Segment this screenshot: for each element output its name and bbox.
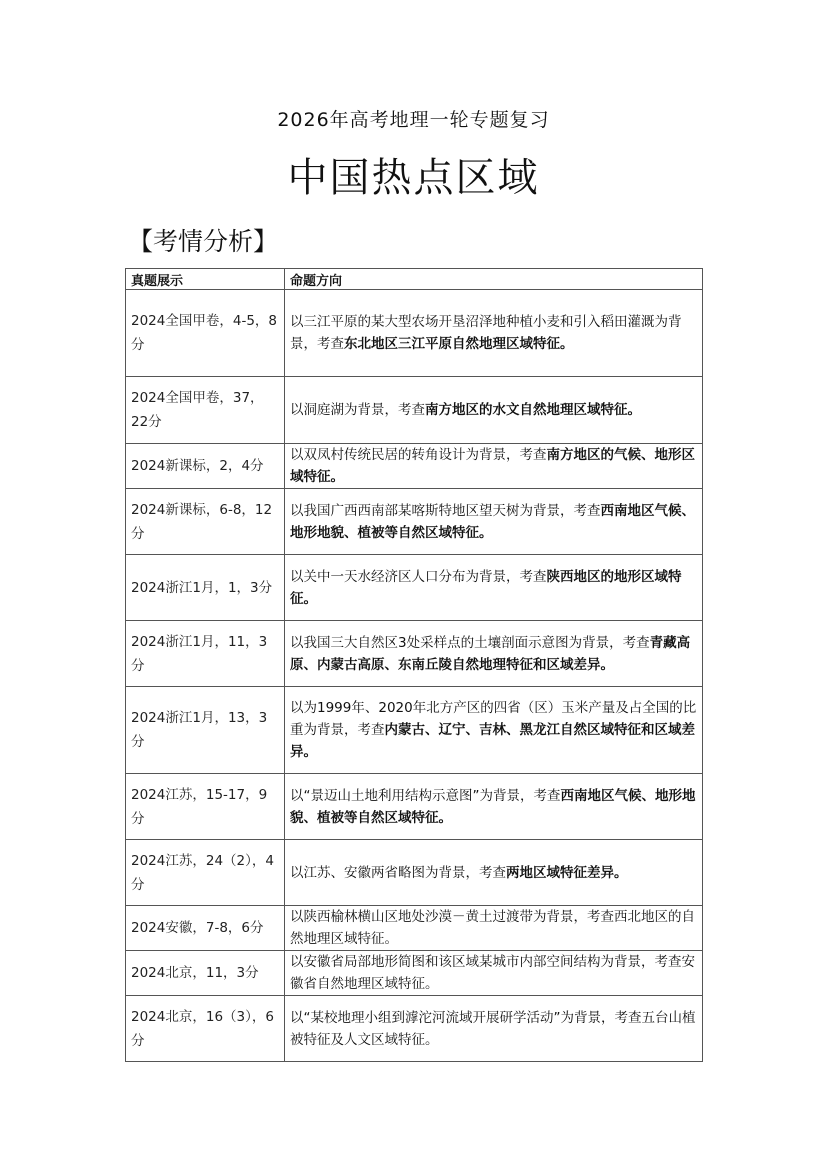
table-row — [126, 377, 703, 444]
direction-text: 以三江平原的某大型农场开垦沼泽地种植小麦和引入稻田灌溉为背景，考查 — [290, 314, 682, 352]
row-source: 2024江苏，15-17，9分 — [126, 774, 285, 840]
row-source: 2024浙江1月，1，3分 — [126, 555, 285, 621]
row-direction — [285, 621, 703, 687]
row-direction — [285, 687, 703, 774]
table-row — [126, 996, 703, 1062]
row-source: 2024全国甲卷，4-5，8分 — [126, 290, 285, 377]
table-row — [126, 840, 703, 906]
document-title: 中国热点区域 — [287, 155, 540, 201]
row-source: 2024浙江1月，13，3分 — [126, 687, 285, 774]
direction-emphasis: 陕西地区的地形区域特征。 — [290, 568, 682, 607]
direction-text: 以为1999年、2020年北方产区的四省（区）玉米产量及占全国的比重为背景，考查 — [290, 700, 697, 738]
direction-emphasis: 西南地区气候、地形地貌、植被等自然区域特征。 — [290, 787, 696, 826]
table-row — [126, 444, 703, 489]
row-source: 2024新课标，2，4分 — [126, 444, 285, 489]
direction-text: 以洞庭湖为背景，考查 — [290, 402, 425, 418]
direction-text: 以陕西榆林横山区地处沙漠－黄土过渡带为背景，考查西北地区的自然地理区域特征。 — [290, 909, 695, 947]
row-direction — [285, 951, 703, 996]
table-row — [126, 687, 703, 774]
direction-text: 以我国广西西南部某喀斯特地区望天树为背景，考查 — [290, 502, 601, 519]
direction-text: 以“景迈山土地利用结构示意图”为背景，考查 — [290, 787, 561, 804]
table-row — [126, 906, 703, 951]
row-direction — [285, 906, 703, 951]
direction-text: 以江苏、安徽两省略图为背景，考查 — [290, 864, 506, 881]
table-row — [126, 621, 703, 687]
row-direction — [285, 840, 703, 906]
row-source: 2024安徽，7-8，6分 — [126, 906, 285, 951]
row-source: 2024新课标，6-8，12分 — [126, 489, 285, 555]
section-heading: 【考情分析】 — [128, 227, 279, 256]
table-row — [126, 489, 703, 555]
table-row — [126, 774, 703, 840]
table-row — [126, 290, 703, 377]
direction-text: 以“某校地理小组到滹沱河流域开展研学活动”为背景，考查五台山植被特征及人文区域特征。 — [290, 1009, 696, 1048]
row-source: 2024江苏，24（2），4分 — [126, 840, 285, 906]
direction-emphasis: 青藏高原、内蒙古高原、东南丘陵自然地理特征和区域差异。 — [290, 634, 691, 673]
row-direction — [285, 996, 703, 1062]
direction-text: 以双凤村传统民居的转角设计为背景，考查 — [290, 447, 547, 463]
direction-text: 以关中一天水经济区人口分布为背景，考查 — [290, 568, 547, 585]
row-source: 2024全国甲卷，37，22分 — [126, 377, 285, 444]
row-source: 2024北京，11，3分 — [126, 951, 285, 996]
direction-emphasis: 南方地区的气候、地形区域特征。 — [290, 447, 695, 485]
table-row — [126, 951, 703, 996]
table-row — [126, 555, 703, 621]
exam-analysis-table — [125, 268, 703, 1062]
direction-emphasis: 东北地区三江平原自然地理区域特征。 — [344, 336, 574, 352]
direction-text: 以我国三大自然区3处采样点的土壤剖面示意图为背景，考查 — [290, 634, 650, 651]
header-direction: 命题方向 — [285, 269, 703, 290]
row-direction — [285, 290, 703, 377]
row-source: 2024浙江1月，11，3分 — [126, 621, 285, 687]
direction-emphasis: 内蒙古、辽宁、吉林、黑龙江自然区域特征和区域差异。 — [290, 722, 695, 760]
direction-emphasis: 两地区域特征差异。 — [506, 864, 628, 881]
row-direction — [285, 489, 703, 555]
row-direction — [285, 444, 703, 489]
direction-text: 以安徽省局部地形简图和该区域某城市内部空间结构为背景，考查安徽省自然地理区域特征。 — [290, 954, 695, 992]
direction-emphasis: 南方地区的水文自然地理区域特征。 — [425, 402, 641, 418]
row-source: 2024北京，16（3），6分 — [126, 996, 285, 1062]
row-direction — [285, 555, 703, 621]
document-subtitle: 2026年高考地理一轮专题复习 — [277, 109, 550, 131]
row-direction — [285, 774, 703, 840]
row-direction — [285, 377, 703, 444]
header-source: 真题展示 — [126, 269, 285, 290]
table-header-row — [126, 269, 703, 290]
direction-emphasis: 西南地区气候、地形地貌、植被等自然区域特征。 — [290, 502, 695, 541]
